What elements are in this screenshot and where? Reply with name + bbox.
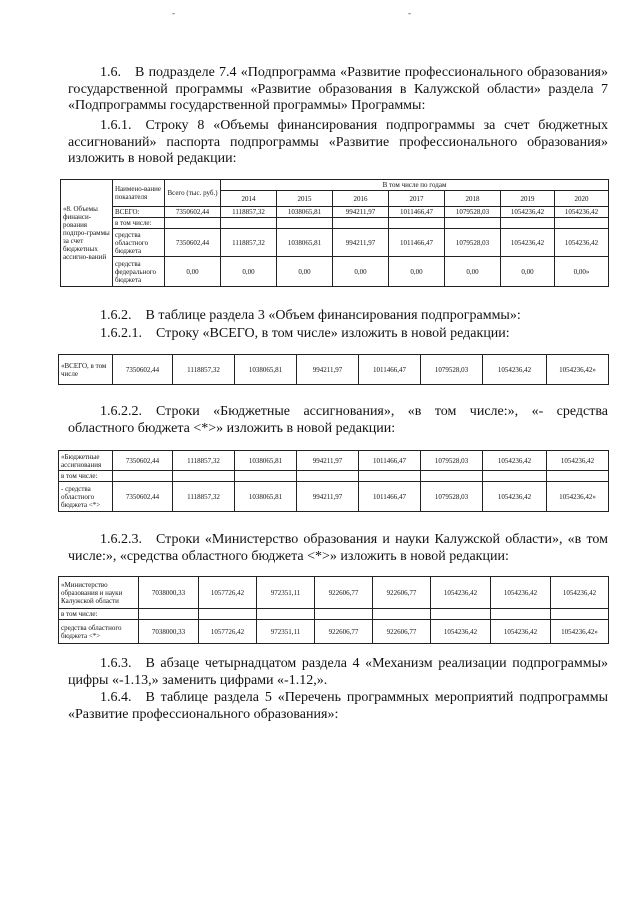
table-row: средства областного бюджета <*> 7038000,33 1057726,42 972351,11 922606,77 922606,77 1054236,42 1054236,42 1054236,42» [59, 620, 609, 644]
year-header: 2014 [221, 191, 277, 207]
total-row-table [58, 354, 609, 385]
table-row: средства федерального бюджета 0,00 0,00 0,00 0,00 0,00 0,00 0,00 0,00» [61, 257, 609, 287]
table-row: средства областного бюджета 7350602,44 1118857,32 1038065,81 994211,97 1011466,47 1079528,03 1054236,42 1054236,42 [61, 229, 609, 257]
year-header: 2017 [389, 191, 445, 207]
table-row: - средства областного бюджета <*> 7350602,44 1118857,32 1038065,81 994211,97 1011466,47 1079528,03 1054236,42 1054236,42» [59, 482, 609, 512]
paragraph-1-6-2-2: 1.6.2.2. Строки «Бюджетные ассигнования», «в том числе:», «- средства областного бюджета <*>» изложить в новой редакции: [68, 404, 608, 436]
years-header: В том числе по годам [221, 180, 609, 191]
paragraph-1-6-1: 1.6.1. Строку 8 «Объемы финансирования подпрограммы за счет бюджетных ассигнований» паспорта подпрограммы «Развитие профессионального образования» изложить в новой редакции: [68, 118, 608, 167]
scan-mark: - [172, 8, 175, 18]
financing-table-passport [60, 179, 609, 287]
paragraph-1-6-2-3: 1.6.2.3. Строки «Министерство образования и науки Калужской области», «в том числе:», «средства областного бюджета <*>» изложить в новой редакции: [68, 532, 608, 564]
scan-mark: - [408, 8, 411, 18]
table-row: «Министерство образования и науки Калужской области 7038000,33 1057726,42 972351,11 922606,77 922606,77 1054236,42 1054236,42 1054236,42 [59, 577, 609, 609]
total-header: Всего (тыс. руб.) [165, 180, 221, 207]
year-header: 2015 [277, 191, 333, 207]
year-header: 2020 [555, 191, 609, 207]
ministry-table [58, 576, 609, 644]
indicator-header: Наимено-вание показателя [113, 180, 165, 207]
paragraph-1-6-2: 1.6.2. В таблице раздела 3 «Объем финансирования подпрограммы»: [100, 308, 521, 323]
year-header: 2018 [445, 191, 501, 207]
table-row: «Бюджетные ассигнования 7350602,44 1118857,32 1038065,81 994211,97 1011466,47 1079528,03 1054236,42 1054236,42 [59, 451, 609, 471]
year-header: 2019 [501, 191, 555, 207]
paragraph-1-6-2-1: 1.6.2.1. Строку «ВСЕГО, в том числе» изложить в новой редакции: [100, 326, 510, 341]
paragraph-1-6-4: 1.6.4. В таблице раздела 5 «Перечень программных мероприятий подпрограммы «Развитие профессионального образования»: [68, 690, 608, 722]
table-row: в том числе: [61, 218, 609, 229]
table-row: «ВСЕГО, в том числе 7350602,44 1118857,32 1038065,81 994211,97 1011466,47 1079528,03 1054236,42 1054236,42» [59, 355, 609, 385]
section-label-cell: «8. Объемы финанси-рования подпро-граммы за счет бюджетных ассигно-ваний [61, 180, 113, 287]
paragraph-1-6-3: 1.6.3. В абзаце четырнадцатом раздела 4 «Механизм реализации подпрограммы» цифры «-1.13,» заменить цифрами «-1.12,». [68, 656, 608, 688]
year-header: 2016 [333, 191, 389, 207]
paragraph-1-6: 1.6. В подразделе 7.4 «Подпрограмма «Развитие профессионального образования» государственной программы «Развитие образования в Калужской области» раздела 7 «Подпрограммы государственной программы» Программы: [68, 65, 608, 114]
table-row: в том числе: [59, 471, 609, 482]
budget-allocation-table [58, 450, 609, 512]
table-row: в том числе: [59, 609, 609, 620]
table-row: ВСЕГО: 7350602,44 1118857,32 1038065,81 994211,97 1011466,47 1079528,03 1054236,42 1054236,42 [61, 207, 609, 218]
